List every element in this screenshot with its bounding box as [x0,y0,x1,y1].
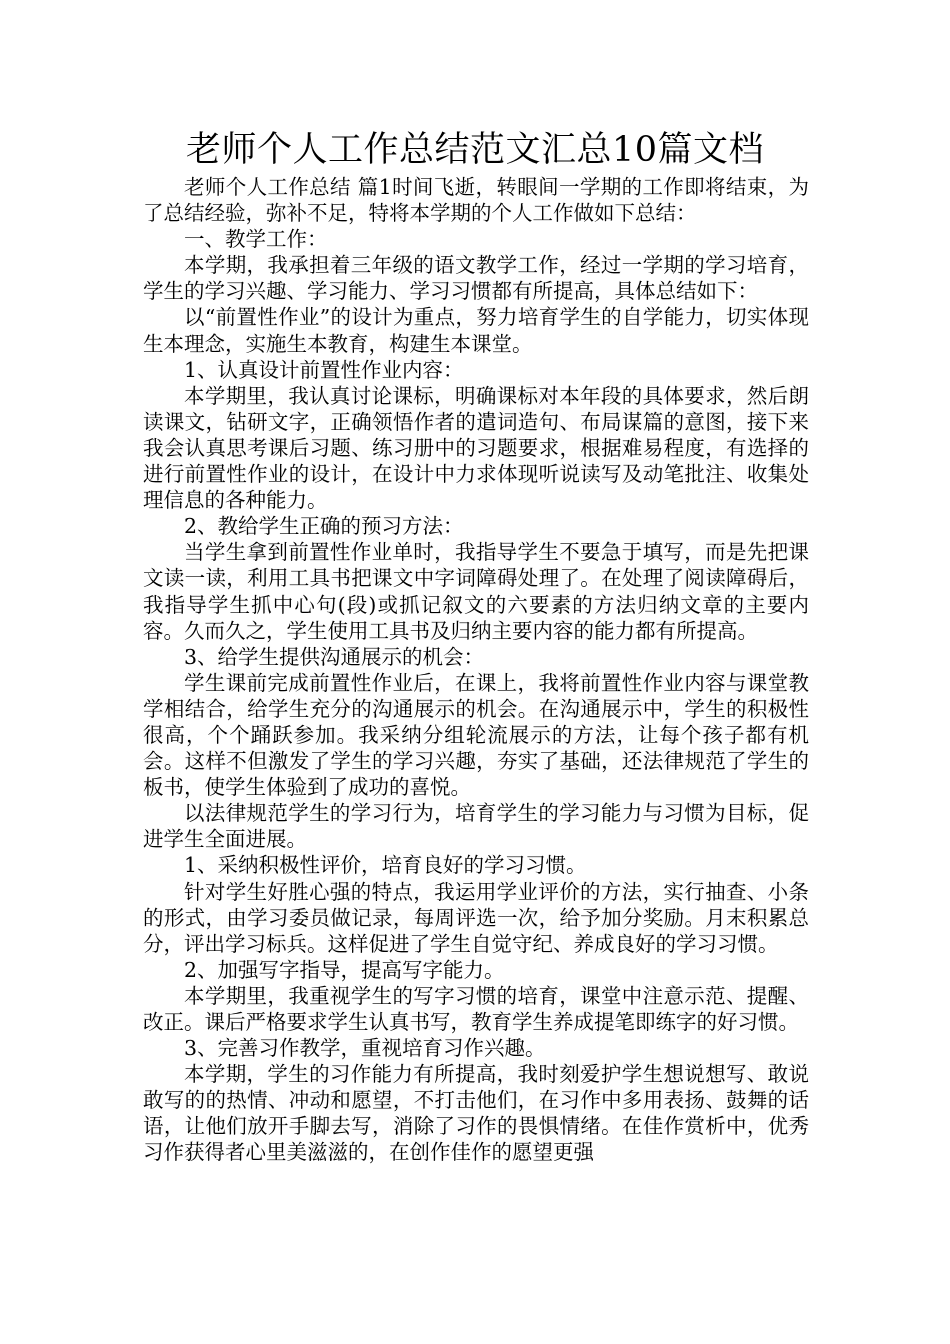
subsection-heading: 1、采纳积极性评价，培育良好的学习习惯。 [184,853,587,878]
paragraph: 以法律规范学生的学习行为，培育学生的学习能力与习惯为目标，促进学生全面进展。 [143,801,809,852]
paragraph: 本学期，学生的习作能力有所提高，我时刻爱护学生想说想写、敢说敢写的的热情、冲动和愿望，不打击他们，在习作中多用表扬、鼓舞的话语，让他们放开手脚去写，消除了习作的畏惧情绪。在佳作赏析中，优秀习作获得者心里美滋滋的，在创作佳作的愿望更强 [143,1062,809,1165]
subsection-heading: 3、完善习作教学，重视培育习作兴趣。 [184,1036,546,1061]
subsection-heading: 2、教给学生正确的预习方法： [184,514,464,539]
paragraph: 本学期里，我认真讨论课标，明确课标对本年段的具体要求，然后朗读课文，钻研文字，正确领悟作者的遣词造句、布局谋篇的意图，接下来我会认真思考课后习题、练习册中的习题要求，根据难易程度，有选择的进行前置性作业的设计，在设计中力求体现听说读写及动笔批注、收集处理信息的各种能力。 [143,383,809,513]
subsection-heading: 2、加强写字指导，提高写字能力。 [184,957,505,982]
paragraph: 当学生拿到前置性作业单时，我指导学生不要急于填写，而是先把课文读一读，利用工具书把课文中字词障碍处理了。在处理了阅读障碍后，我指导学生抓中心句(段)或抓记叙文的六要素的方法归纳文章的主要内容。久而久之，学生使用工具书及归纳主要内容的能力都有所提高。 [143,540,809,643]
section-heading: 一、教学工作： [184,227,328,252]
paragraph: 本学期，我承担着三年级的语文教学工作，经过一学期的学习培育，学生的学习兴趣、学习能力、学习习惯都有所提高，具体总结如下： [143,253,809,304]
paragraph: 学生课前完成前置性作业后，在课上，我将前置性作业内容与课堂教学相结合，给学生充分的沟通展示的机会。在沟通展示中，学生的积极性很高，个个踊跃参加。我采纳分组轮流展示的方法，让每个孩子都有机会。这样不但激发了学生的学习兴趣，夯实了基础，还法律规范了学生的板书，使学生体验到了成功的喜悦。 [143,670,809,800]
document-title: 老师个人工作总结范文汇总10篇文档 [185,130,765,170]
paragraph: 针对学生好胜心强的特点，我运用学业评价的方法，实行抽查、小条的形式，由学习委员做记录，每周评选一次，给予加分奖励。月末积累总分，评出学习标兵。这样促进了学生自觉守纪、养成良好的学习习惯。 [143,879,809,956]
paragraph: 老师个人工作总结 篇1时间飞逝，转眼间一学期的工作即将结束，为了总结经验，弥补不足，特将本学期的个人工作做如下总结： [143,175,809,226]
paragraph: 本学期里，我重视学生的写字习惯的培育，课堂中注意示范、提醒、改正。课后严格要求学生认真书写，教育学生养成提笔即练字的好习惯。 [143,983,809,1034]
paragraph: 以“前置性作业”的设计为重点，努力培育学生的自学能力，切实体现生本理念，实施生本教育，构建生本课堂。 [143,305,809,356]
subsection-heading: 1、认真设计前置性作业内容： [184,357,464,382]
subsection-heading: 3、给学生提供沟通展示的机会： [184,644,485,669]
document-body [143,174,809,1166]
